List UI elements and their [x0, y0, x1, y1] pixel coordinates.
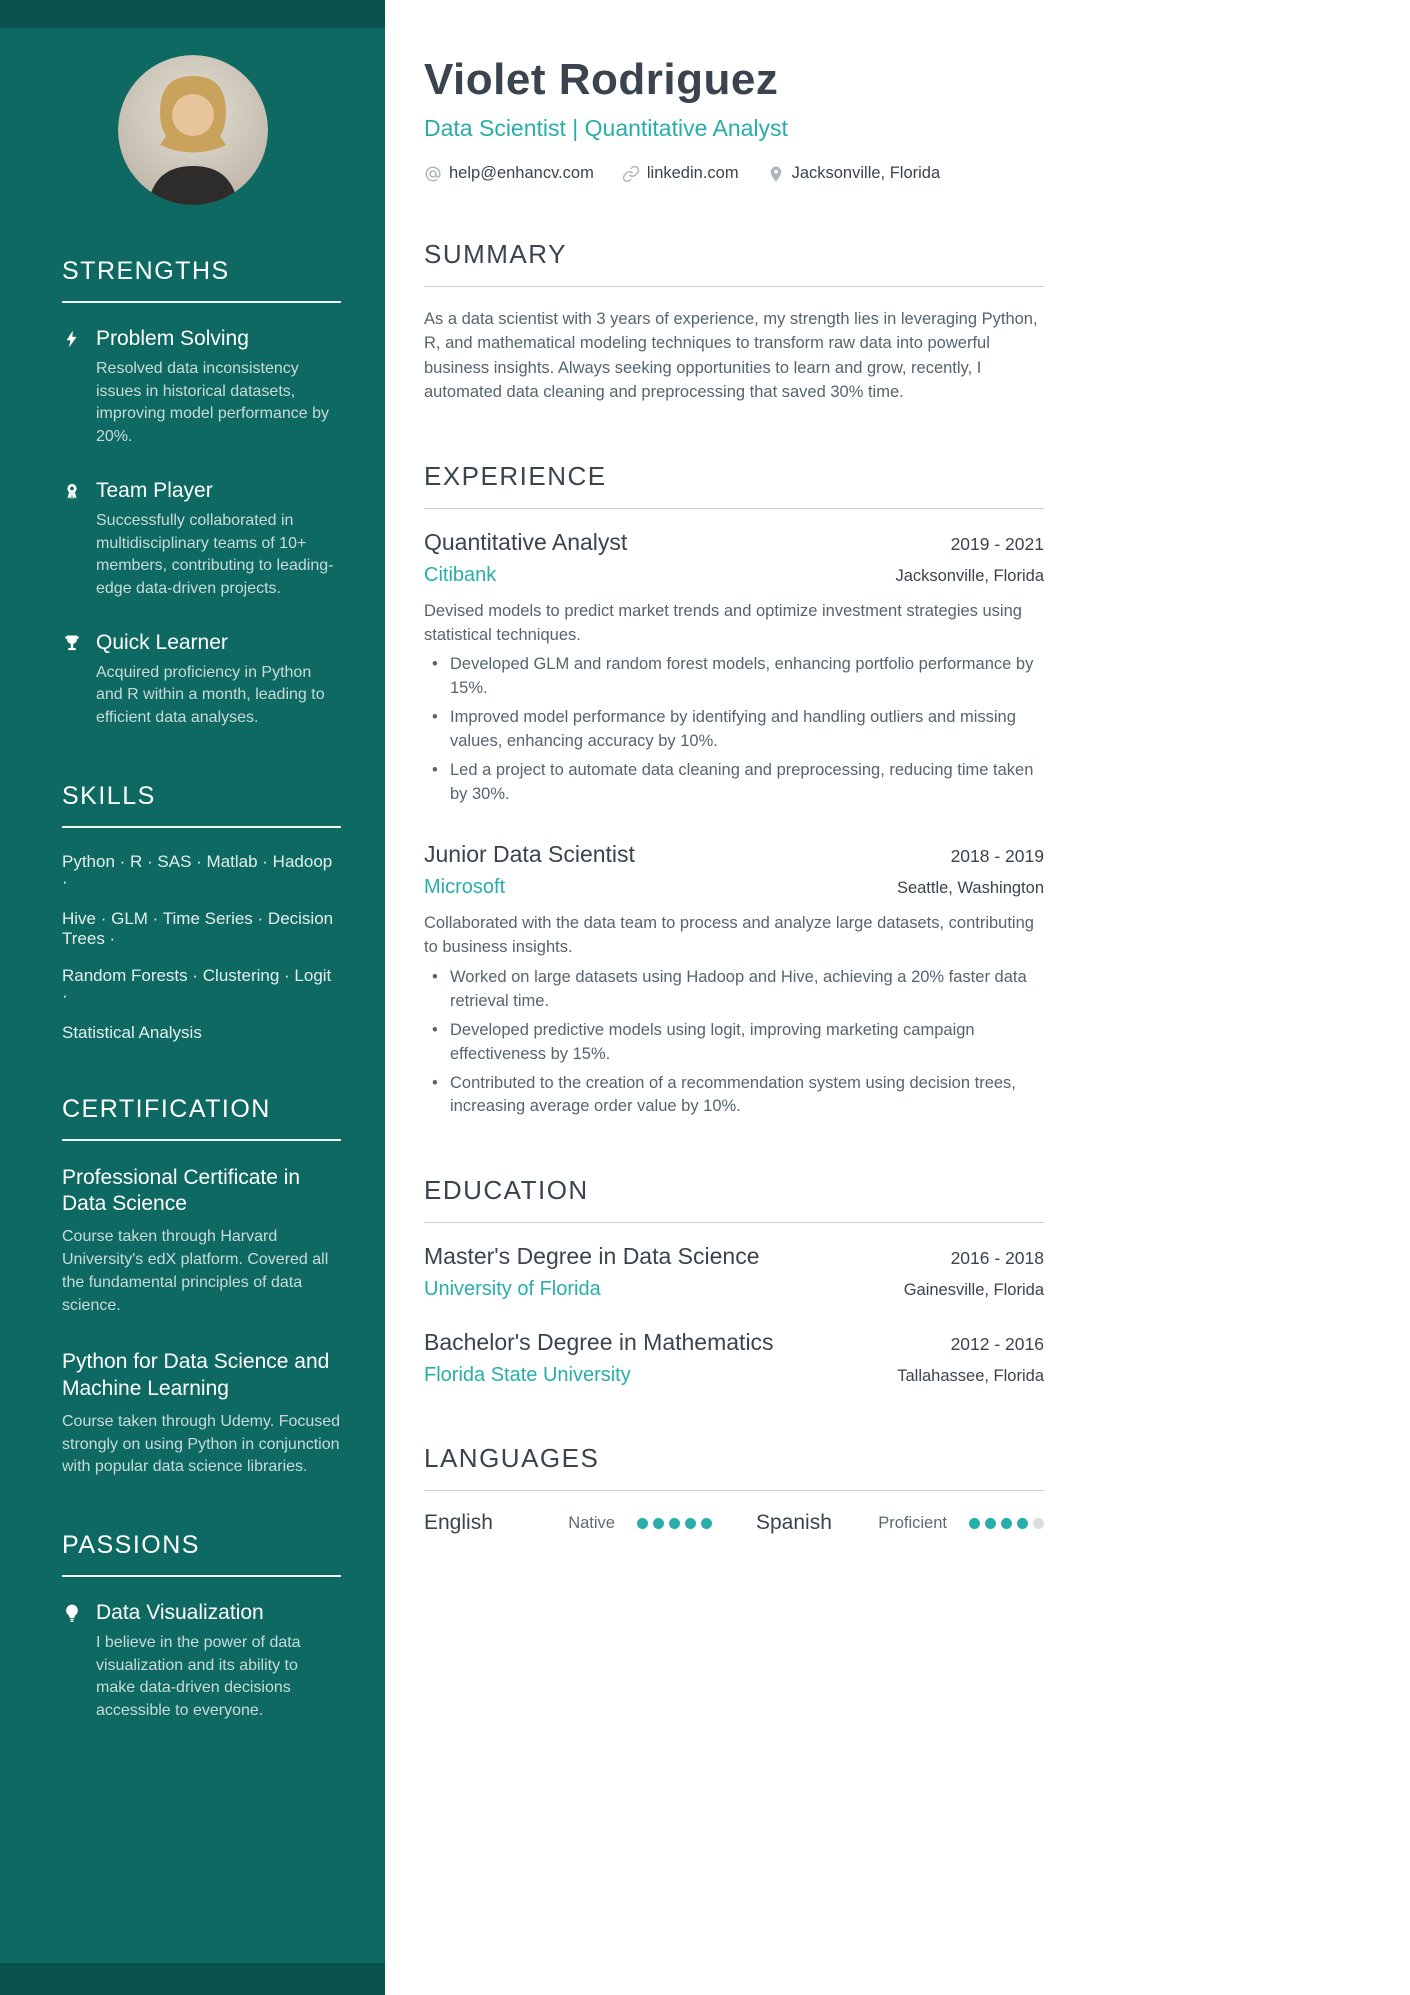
job-company: Microsoft — [424, 876, 506, 898]
level-dot-filled — [701, 1518, 712, 1529]
skill-line: Statistical Analysis — [62, 1022, 202, 1042]
skill-line: Random Forests · Clustering · Logit · — [62, 965, 332, 1005]
summary-heading: SUMMARY — [424, 239, 567, 269]
contact-row — [424, 164, 1044, 183]
section-divider — [424, 1222, 1044, 1223]
language-item — [756, 1511, 1044, 1535]
passion-text: I believe in the power of data visualization and its ability to make data-driven decisions accessible to everyone. — [96, 1633, 301, 1720]
education-entry — [424, 1329, 1044, 1387]
language-level-dots — [637, 1518, 712, 1529]
level-dot-filled — [669, 1518, 680, 1529]
experience-section — [424, 461, 1044, 1120]
skill-line: Python · R · SAS · Matlab · Hadoop · — [62, 851, 333, 891]
language-level: Proficient — [878, 1513, 947, 1532]
at-icon — [424, 165, 442, 183]
location-text: Jacksonville, Florida — [791, 164, 941, 182]
degree-title: Bachelor's Degree in Mathematics — [424, 1329, 774, 1356]
location-contact — [767, 164, 941, 183]
strengths-section — [62, 257, 341, 730]
job-location: Seattle, Washington — [896, 879, 1044, 897]
passions-heading: PASSIONS — [62, 1531, 341, 1577]
bolt-icon — [62, 327, 84, 449]
strength-item — [62, 479, 341, 601]
bullet-item: • Improved model performance by identifying and handling outliers and missing values, enhancing accuracy by 10%. — [424, 706, 1044, 754]
certification-text: Course taken through Udemy. Focused strongly on using Python in conjunction with popular data science libraries. — [62, 1412, 341, 1476]
bullet-item: • Worked on large datasets using Hadoop and Hive, achieving a 20% faster data retrieval time. — [424, 966, 1044, 1014]
language-level: Native — [568, 1513, 615, 1532]
strength-title: Quick Learner — [96, 630, 228, 654]
passion-title: Data Visualization — [96, 1600, 264, 1624]
main-content — [424, 0, 1044, 1535]
job-title: Quantitative Analyst — [424, 528, 628, 555]
level-dot-filled — [685, 1518, 696, 1529]
avatar — [118, 55, 268, 205]
job-dates: 2018 - 2019 — [950, 846, 1044, 866]
job-dates: 2019 - 2021 — [950, 533, 1044, 554]
level-dot-empty — [1033, 1518, 1044, 1529]
medal-icon — [62, 479, 84, 601]
school-location: Gainesville, Florida — [903, 1281, 1044, 1300]
school-location: Tallahassee, Florida — [897, 1367, 1044, 1386]
bullet-item: • Contributed to the creation of a recommendation system using decision trees, increasing average order value by 10%. — [424, 1072, 1044, 1120]
bullet-item: • Developed GLM and random forest models, enhancing portfolio performance by 15%. — [424, 653, 1044, 701]
skills-section — [62, 782, 341, 1043]
level-dot-filled — [969, 1518, 980, 1529]
education-section — [424, 1175, 1044, 1387]
section-divider — [424, 286, 1044, 287]
job-location: Jacksonville, Florida — [895, 566, 1044, 585]
certification-heading: CERTIFICATION — [62, 1095, 341, 1141]
certification-title: Professional Certificate in Data Science — [62, 1165, 301, 1216]
bullet-item: • Developed predictive models using logit, improving marketing campaign effectiveness by 15%. — [424, 1019, 1044, 1067]
strength-title: Team Player — [96, 478, 213, 502]
link-icon — [622, 165, 640, 183]
strength-title: Problem Solving — [96, 327, 249, 350]
education-heading: EDUCATION — [424, 1175, 589, 1206]
passions-section — [62, 1531, 341, 1723]
certification-item — [62, 1165, 341, 1317]
experience-heading: EXPERIENCE — [424, 460, 607, 491]
bullet-item: • Led a project to automate data cleaning and preprocessing, reducing time taken by 30%. — [424, 759, 1044, 807]
languages-row — [424, 1511, 1044, 1535]
degree-dates: 2012 - 2016 — [950, 1334, 1044, 1355]
lightbulb-icon — [62, 1601, 84, 1723]
degree-dates: 2016 - 2018 — [950, 1248, 1044, 1269]
email-contact[interactable] — [424, 164, 594, 183]
level-dot-filled — [637, 1518, 648, 1529]
language-name: Spanish — [756, 1511, 832, 1535]
certification-text: Course taken through Harvard University's edX platform. Covered all the fundamental principles of data science. — [62, 1228, 329, 1314]
level-dot-filled — [985, 1518, 996, 1529]
language-item — [424, 1511, 712, 1535]
sidebar-top-band — [0, 0, 385, 28]
level-dot-filled — [1017, 1518, 1028, 1529]
section-divider — [424, 1490, 1044, 1491]
strength-text: Successfully collaborated in multidisciplinary teams of 10+ members, contributing to leading-edge data-driven projects. — [96, 511, 334, 598]
passion-item — [62, 1601, 341, 1723]
summary-section — [424, 239, 1044, 405]
sidebar — [0, 0, 385, 1995]
strength-text: Resolved data inconsistency issues in historical datasets, improving model performance by 20%. — [96, 360, 329, 446]
strength-item — [62, 327, 341, 449]
skill-line: Hive · GLM · Time Series · Decision Trees · — [62, 908, 334, 948]
experience-entry — [424, 529, 1044, 807]
level-dot-filled — [653, 1518, 664, 1529]
strengths-heading: STRENGTHS — [62, 257, 341, 303]
job-title: Junior Data Scientist — [424, 841, 635, 867]
profile-photo — [118, 55, 268, 205]
strength-item — [62, 631, 341, 730]
level-dot-filled — [1001, 1518, 1012, 1529]
school-name: University of Florida — [424, 1278, 601, 1301]
certification-item — [62, 1349, 341, 1479]
linkedin-text: linkedin.com — [646, 164, 739, 182]
school-name: Florida State University — [424, 1364, 631, 1387]
person-name: Violet Rodriguez — [424, 55, 779, 104]
job-company: Citibank — [424, 563, 497, 586]
section-divider — [424, 508, 1044, 509]
person-headline: Data Scientist | Quantitative Analyst — [424, 115, 788, 141]
job-bullets — [424, 966, 1044, 1120]
languages-heading: LANGUAGES — [424, 1443, 600, 1474]
trophy-icon — [62, 631, 84, 730]
languages-section — [424, 1443, 1044, 1535]
job-description: Devised models to predict market trends and optimize investment strategies using statistical techniques. — [424, 601, 1022, 644]
skills-heading: SKILLS — [62, 782, 341, 828]
experience-entry — [424, 841, 1044, 1119]
location-pin-icon — [767, 165, 785, 183]
sidebar-bottom-band — [0, 1963, 385, 1995]
strength-text: Acquired proficiency in Python and R within a month, leading to efficient data analyses. — [96, 663, 325, 727]
job-description: Collaborated with the data team to process and analyze large datasets, contributing to business insights. — [424, 914, 1034, 956]
linkedin-contact[interactable] — [622, 164, 739, 183]
language-name: English — [424, 1511, 493, 1535]
summary-text: As a data scientist with 3 years of experience, my strength lies in leveraging Python, R, and mathematical modeling techniques to transform raw data into powerful business insights. Always seeking opportunities to learn and grow, recently, I automated data cleaning and preprocessing that saved 30% time. — [424, 310, 1038, 402]
certification-title: Python for Data Science and Machine Learning — [62, 1350, 330, 1400]
job-bullets — [424, 653, 1044, 807]
email-text: help@enhancv.com — [449, 164, 594, 182]
language-level-dots — [969, 1518, 1044, 1529]
certification-section — [62, 1095, 341, 1479]
education-entry — [424, 1243, 1044, 1301]
degree-title: Master's Degree in Data Science — [424, 1243, 760, 1270]
